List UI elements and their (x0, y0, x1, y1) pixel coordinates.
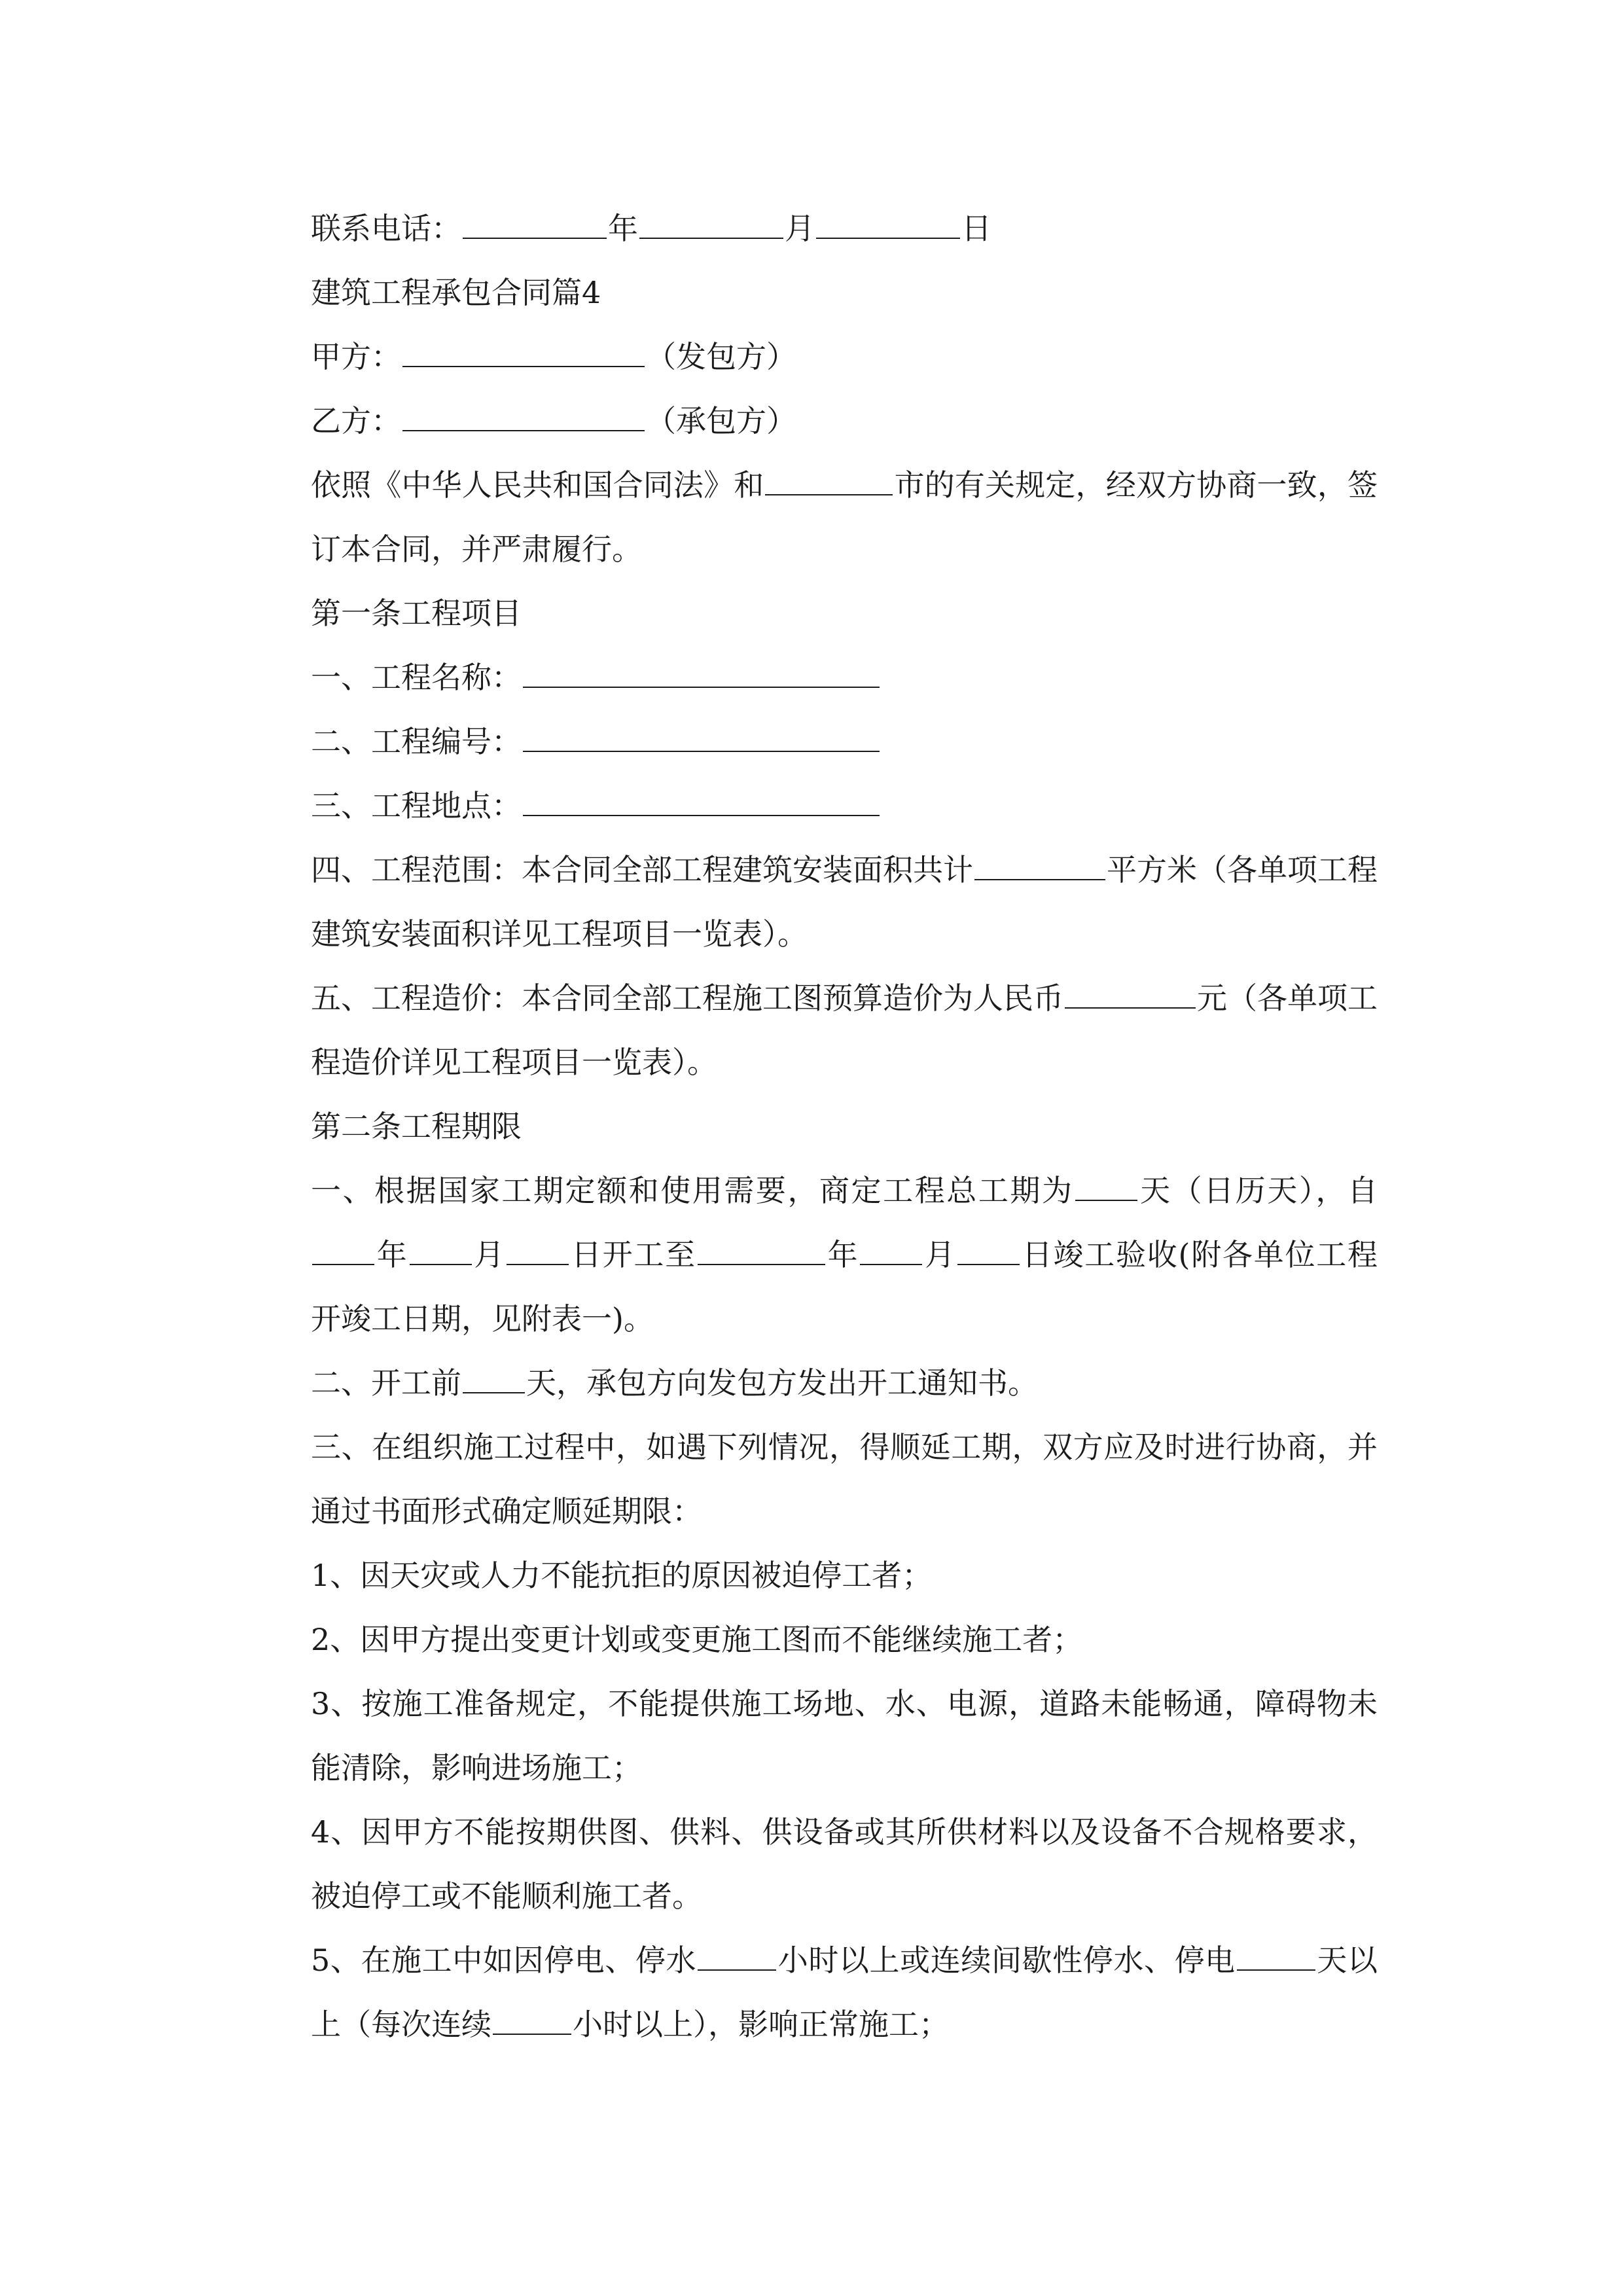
term-day1: 日开工至 (570, 1237, 696, 1272)
contact-year: 年 (608, 211, 638, 246)
project-scope-paragraph (245, 838, 1378, 966)
delay-item-3: 3、按施工准备规定，不能提供施工场地、水、电源，道路未能畅通，障碍物未能清除，影响进场施工； (311, 1686, 1378, 1785)
end-month-blank (860, 1238, 922, 1265)
delay-item-5 (245, 1928, 1378, 2056)
start-month-blank (410, 1238, 472, 1265)
party-b-role: （承包方） (646, 403, 796, 439)
contract-title: 建筑工程承包合同篇4 (311, 275, 601, 310)
delay-item-4: 4、因甲方不能按期供图、供料、供设备或其所供材料以及设备不合规格要求，被迫停工或不能顺利施工者。 (311, 1814, 1378, 1914)
area-blank (974, 853, 1105, 880)
project-location-line (245, 774, 1378, 838)
notice-days-blank (463, 1366, 525, 1393)
scope-part2: 平方米（各单项工程建筑安装面积详见工程项目一览表）。 (311, 852, 1378, 952)
term-year2: 年 (826, 1237, 859, 1272)
contract-body (245, 196, 1378, 2056)
intro-part2: 市的有关规定，经双方协商一致，签订本合同，并严肃履行。 (311, 467, 1378, 567)
term-part1: 一、根据国家工期定额和使用需要，商定工程总工期为 (311, 1173, 1074, 1208)
party-a-blank (402, 340, 645, 367)
notice-line (245, 1351, 1378, 1415)
party-a-role: （发包方） (646, 339, 796, 374)
term-part2: 天（日历天），自 (1138, 1173, 1378, 1208)
contact-line (245, 196, 1378, 260)
article2-heading: 第二条工程期限 (311, 1109, 522, 1144)
end-day-blank (957, 1238, 1020, 1265)
project-number-line (245, 709, 1378, 774)
party-b-label: 乙方： (311, 403, 401, 439)
project-location-label: 三、工程地点： (311, 788, 522, 823)
month-blank (816, 211, 960, 239)
cost-part2: 元（各单项工程造价详见工程项目一览表）。 (311, 980, 1378, 1080)
party-b-line (245, 389, 1378, 453)
item5-part4: 小时以上），影响正常施工； (573, 2007, 949, 2042)
notice-part1: 二、开工前 (311, 1365, 461, 1401)
notice-part2: 天，承包方向发包方发出开工通知书。 (526, 1365, 1038, 1401)
project-number-label: 二、工程编号： (311, 724, 522, 759)
outage-days-blank (1237, 1943, 1315, 1971)
start-day-blank (507, 1238, 569, 1265)
project-name-label: 一、工程名称： (311, 660, 522, 695)
project-name-blank (523, 660, 880, 688)
term-part3: 日竣工验收(附各单位工程开竣工日期，见附表一)。 (311, 1237, 1378, 1336)
water-hours-blank (698, 1943, 776, 1971)
start-year-blank (312, 1238, 374, 1265)
term-month1: 月 (473, 1237, 506, 1272)
party-b-blank (402, 404, 645, 431)
cost-part1: 五、工程造价：本合同全部工程施工图预算造价为人民币 (311, 980, 1063, 1016)
end-year-blank (698, 1238, 825, 1265)
project-cost-paragraph (245, 966, 1378, 1094)
city-blank (765, 468, 893, 495)
article1-heading: 第一条工程项目 (311, 596, 522, 631)
phone-blank (463, 211, 607, 239)
scope-part1: 四、工程范围：本合同全部工程建筑安装面积共计 (311, 852, 973, 888)
contact-day: 日 (961, 211, 991, 246)
item5-part3: 天以上（每次连续 (311, 1943, 1378, 2042)
continuous-hours-blank (493, 2007, 571, 2035)
project-location-blank (523, 789, 880, 816)
item5-part1: 5、在施工中如因停电、停水 (311, 1943, 697, 1978)
item5-part2: 小时以上或连续间歇性停水、停电 (777, 1943, 1236, 1978)
delay-item-1: 1、因天灾或人力不能抗拒的原因被迫停工者； (311, 1558, 933, 1593)
party-a-label: 甲方： (311, 339, 401, 374)
intro-part1: 依照《中华人民共和国合同法》和 (311, 467, 764, 503)
delay-item-2: 2、因甲方提出变更计划或变更施工图而不能继续施工者； (311, 1622, 1083, 1657)
intro-paragraph (245, 453, 1378, 581)
party-a-line (245, 325, 1378, 389)
project-name-line (245, 645, 1378, 709)
year-blank (639, 211, 783, 239)
total-days-blank (1075, 1174, 1137, 1201)
contact-label: 联系电话： (311, 211, 461, 246)
contact-month: 月 (785, 211, 815, 246)
project-number-blank (523, 725, 880, 752)
cost-blank (1065, 981, 1196, 1009)
delay-intro-paragraph: 三、在组织施工过程中，如遇下列情况，得顺延工期，双方应及时进行协商，并通过书面形式确定顺延期限： (311, 1429, 1378, 1529)
term-year1: 年 (376, 1237, 408, 1272)
term-month2: 月 (923, 1237, 956, 1272)
term-paragraph (245, 1158, 1378, 1351)
